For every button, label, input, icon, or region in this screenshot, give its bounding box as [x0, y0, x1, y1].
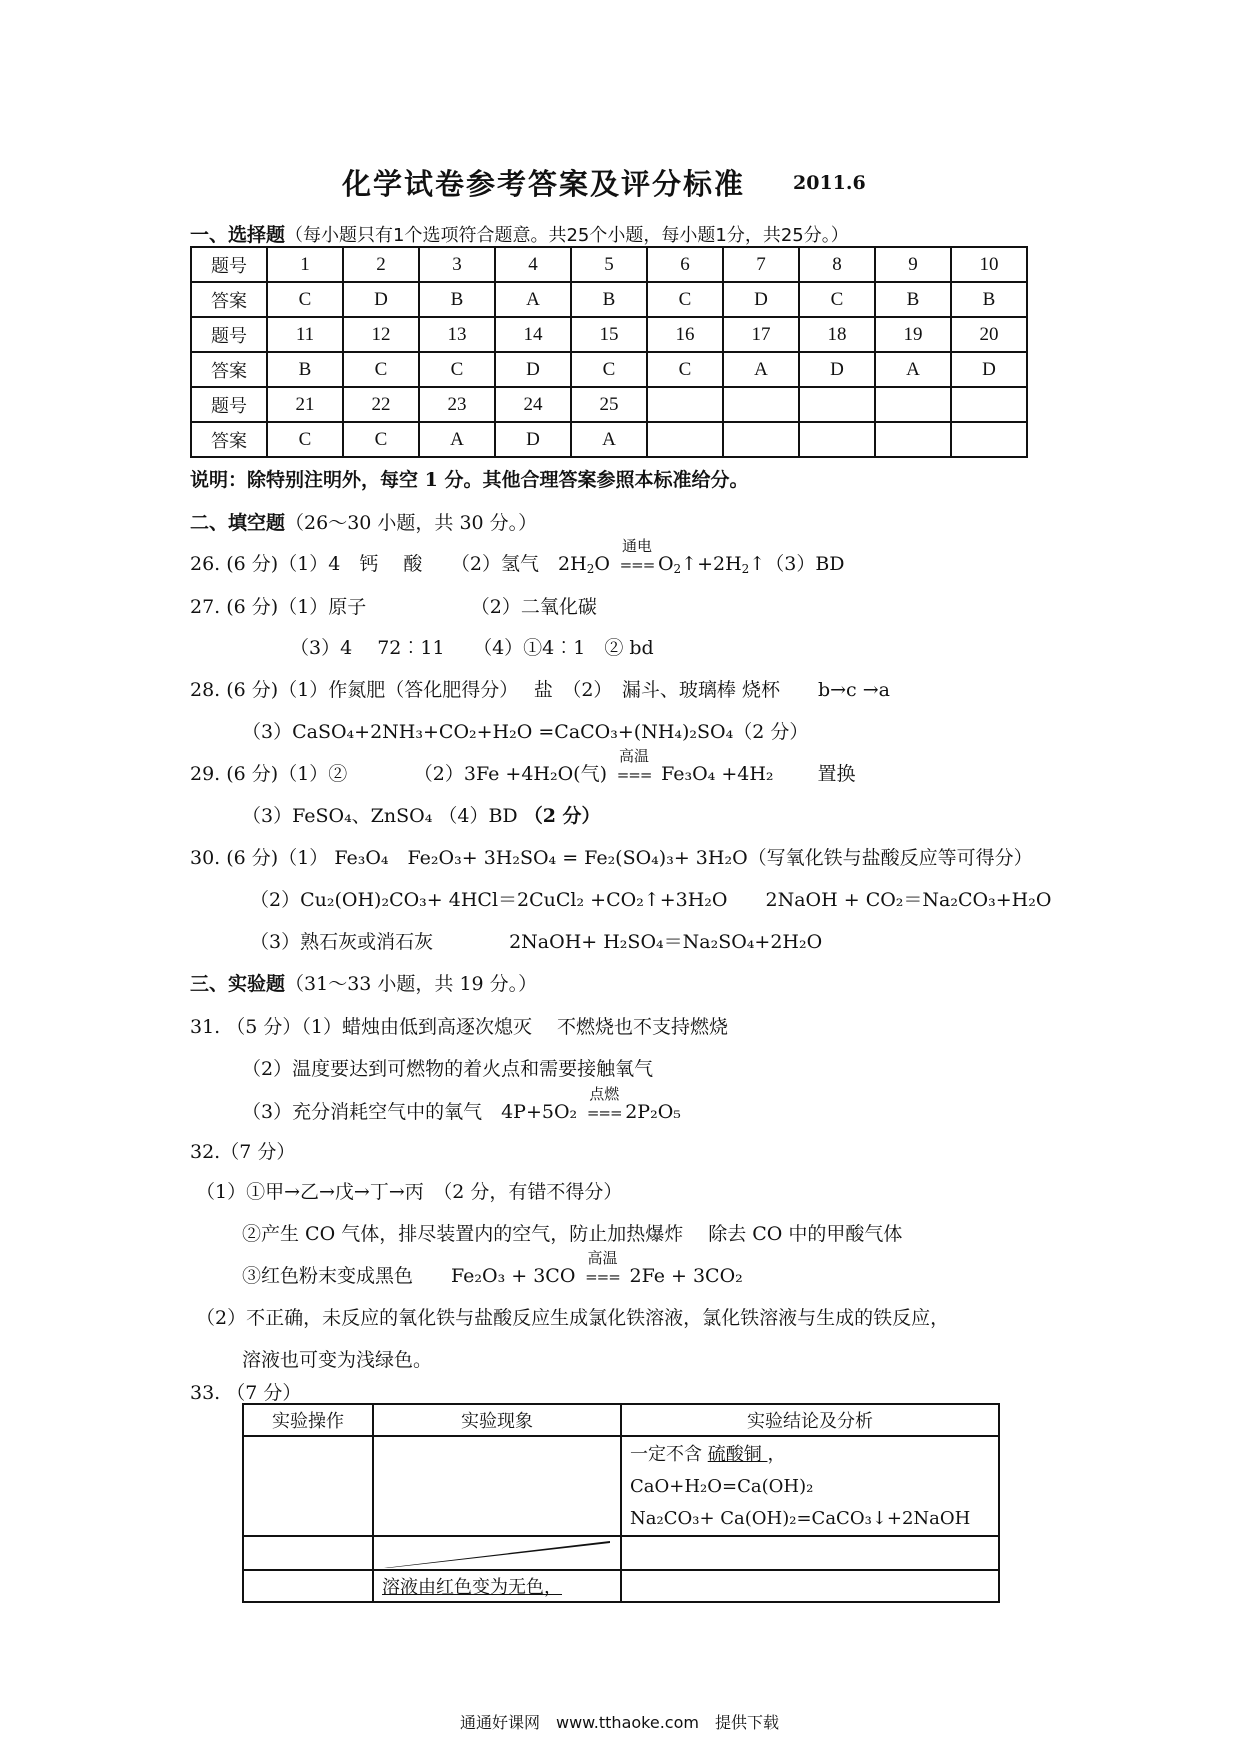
q33-r1-phenomenon: [373, 1436, 621, 1536]
q29-line-2: [242, 801, 601, 828]
footer: 通通好课网 www.tthaoke.com 提供下载: [460, 1713, 779, 1732]
choice-table-cell: 24: [495, 387, 571, 422]
choice-answer-table: [190, 246, 1028, 458]
choice-table-cell: [875, 387, 951, 422]
date: 2011.6: [793, 172, 866, 194]
section-3-heading: 三、实验题: [190, 973, 286, 995]
choice-table-cell: D: [723, 282, 799, 317]
choice-table-row-label: 答案: [191, 422, 267, 457]
q26-text-b: O: [594, 553, 610, 575]
choice-table-row-label: 题号: [191, 317, 267, 352]
q32-equal-sign: ===: [585, 1268, 620, 1286]
choice-table-cell: 6: [647, 247, 723, 282]
choice-table-cell: 4: [495, 247, 571, 282]
choice-table-cell: A: [495, 282, 571, 317]
q29-text-a: 29. (6 分)（1）② （2）3Fe +4H₂O(气): [190, 763, 607, 785]
choice-table-cell: C: [647, 352, 723, 387]
q26-text-c: O: [657, 553, 674, 575]
choice-table-cell: D: [495, 422, 571, 457]
q33-r3-conclusion: [621, 1570, 999, 1602]
q26-text-a: 26. (6 分)（1）4 钙 酸 （2）氢气 2H: [190, 553, 587, 575]
choice-table-cell: 18: [799, 317, 875, 352]
q33-r3-text: 溶液由红色变为无色，: [382, 1577, 562, 1598]
section-1-heading: 一、选择题: [190, 224, 286, 246]
choice-table-cell: C: [267, 282, 343, 317]
q29-text-b: Fe₃O₄ +4H₂ 置换: [655, 763, 856, 785]
choice-table-row-label: 答案: [191, 282, 267, 317]
q26-text-d: ↑+2H: [681, 553, 742, 575]
choice-table-cell: B: [875, 282, 951, 317]
choice-table-cell: C: [647, 282, 723, 317]
choice-table-cell: A: [723, 352, 799, 387]
q31-condition: [583, 1085, 625, 1123]
section-2-heading: 二、填空题: [190, 512, 286, 534]
choice-table-row: [191, 247, 1027, 282]
choice-table-cell: 13: [419, 317, 495, 352]
q26-sub-3: 2: [741, 562, 750, 576]
q32-text-b: 2Fe + 3CO₂: [623, 1265, 743, 1287]
choice-table-cell: C: [343, 422, 419, 457]
choice-table-cell: D: [495, 352, 571, 387]
q32-condition: [581, 1249, 623, 1287]
choice-table-cell: 22: [343, 387, 419, 422]
choice-table-cell: C: [267, 422, 343, 457]
choice-table-cell: 15: [571, 317, 647, 352]
choice-table-cell: [799, 387, 875, 422]
q26-text-e: ↑（3）BD: [749, 553, 845, 575]
choice-table-cell: B: [267, 352, 343, 387]
choice-table-row: [191, 422, 1027, 457]
q30-line-3: （3）熟石灰或消石灰 2NaOH+ H₂SO₄＝Na₂SO₄+2H₂O: [250, 931, 823, 953]
q29-equal-sign: ===: [616, 766, 652, 784]
q33-header-conclusion: 实验结论及分析: [621, 1404, 999, 1436]
q29-bold-score: （2 分）: [523, 805, 601, 827]
q26-sub-2: 2: [673, 562, 682, 576]
q32-line-2: ②产生 CO 气体，排尽装置内的空气，防止加热爆炸 除去 CO 中的甲酸气体: [242, 1223, 903, 1245]
choice-table-cell: [799, 422, 875, 457]
choice-table-row-label: 题号: [191, 247, 267, 282]
q26-condition-label: 通电: [621, 537, 652, 555]
q33-r1-text-b: ，: [767, 1444, 786, 1465]
choice-table-cell: C: [343, 352, 419, 387]
choice-table-cell: A: [571, 422, 647, 457]
q33-header-phenomenon: 实验现象: [373, 1404, 621, 1436]
choice-table-cell: 1: [267, 247, 343, 282]
q32-line-5: 溶液也可变为浅绿色。: [242, 1349, 433, 1371]
q31-line-1: 31. （5 分）（1）蜡烛由低到高逐次熄灭 不燃烧也不支持燃烧: [190, 1016, 729, 1038]
q28-line-1: 28. (6 分)（1）作氮肥（答化肥得分） 盐 （2） 漏斗、玻璃棒 烧杯 b→c →a: [190, 679, 890, 701]
choice-table-cell: 8: [799, 247, 875, 282]
choice-table-cell: 11: [267, 317, 343, 352]
q33-r1-underlined: 硫酸铜: [707, 1444, 768, 1465]
q28-line-2: （3）CaSO₄+2NH₃+CO₂+H₂O =CaCO₃+(NH₄)₂SO₄（2 分）: [242, 721, 809, 743]
q33-r1-line-3: Na₂CO₃+ Ca(OH)₂=CaCO₃↓+2NaOH: [630, 1508, 971, 1529]
choice-table-cell: 17: [723, 317, 799, 352]
q32-line-3: [242, 1249, 743, 1288]
choice-table-cell: A: [875, 352, 951, 387]
q26-answer: [190, 537, 845, 576]
q32-condition-label: 高温: [587, 1249, 618, 1267]
q33-line-0: 33. （7 分）: [190, 1382, 302, 1404]
q31-line-3: [242, 1085, 681, 1124]
choice-table-cell: 16: [647, 317, 723, 352]
q32-line-0: 32.（7 分）: [190, 1141, 296, 1163]
choice-table-cell: B: [571, 282, 647, 317]
choice-table-cell: 14: [495, 317, 571, 352]
q33-r1-conclusion: [621, 1436, 999, 1536]
section-2-heading-line: [190, 508, 537, 535]
choice-table-cell: 12: [343, 317, 419, 352]
choice-table-cell: [723, 422, 799, 457]
choice-table-cell: 10: [951, 247, 1027, 282]
q33-r3-operation: [243, 1570, 373, 1602]
q30-line-1: 30. (6 分)（1） Fe₃O₄ Fe₂O₃+ 3H₂SO₄ = Fe₂(SO₄)₃+ 3H₂O（写氧化铁与盐酸反应等可得分）: [190, 847, 1033, 869]
choice-table-cell: 3: [419, 247, 495, 282]
choice-table-cell: [647, 387, 723, 422]
q33-r1-text-a: 一定不含: [630, 1444, 708, 1465]
section-3-note: （31～33 小题，共 19 分。）: [285, 973, 538, 995]
q26-equal-sign: ===: [619, 556, 655, 574]
choice-table-cell: D: [799, 352, 875, 387]
q33-header-operation: 实验操作: [243, 1404, 373, 1436]
q31-text-a: （3）充分消耗空气中的氧气 4P+5O₂: [242, 1101, 578, 1123]
q29-line-1: [190, 747, 856, 786]
q29-text-c: （3）FeSO₄、ZnSO₄ （4）BD: [242, 805, 524, 827]
choice-table-cell: A: [419, 422, 495, 457]
q33-experiment-table: [242, 1403, 1000, 1603]
choice-table-cell: 25: [571, 387, 647, 422]
q33-r2-conclusion: [621, 1536, 999, 1570]
choice-table-row: [191, 317, 1027, 352]
choice-table-cell: B: [419, 282, 495, 317]
choice-table-cell: 19: [875, 317, 951, 352]
choice-table-cell: [875, 422, 951, 457]
choice-table-cell: [647, 422, 723, 457]
q29-condition-label: 高温: [619, 747, 650, 765]
choice-table-cell: C: [419, 352, 495, 387]
choice-table-row: [191, 282, 1027, 317]
choice-table-cell: 23: [419, 387, 495, 422]
choice-table-row: [191, 352, 1027, 387]
q26-condition: [616, 537, 658, 575]
q32-text-a: ③红色粉末变成黑色 Fe₂O₃ + 3CO: [242, 1265, 576, 1287]
choice-table-cell: [951, 387, 1027, 422]
choice-table-cell: B: [951, 282, 1027, 317]
choice-table-cell: 21: [267, 387, 343, 422]
choice-table-cell: 5: [571, 247, 647, 282]
q31-condition-label: 点燃: [589, 1085, 620, 1103]
choice-table-cell: C: [799, 282, 875, 317]
q33-r2-operation: [243, 1536, 373, 1570]
q33-r1-line-1: [630, 1439, 990, 1471]
q33-r3-phenomenon: [373, 1570, 621, 1602]
diagonal-line-mark: [374, 1537, 620, 1569]
section-1-heading-line: [190, 220, 849, 247]
q33-r1-operation: [243, 1436, 373, 1536]
section-1-note: （每小题只有1个选项符合题意。共25个小题，每小题1分，共25分。）: [285, 225, 849, 246]
choice-table-cell: D: [343, 282, 419, 317]
section-2-note: （26～30 小题，共 30 分。）: [285, 512, 538, 534]
choice-table-cell: 7: [723, 247, 799, 282]
q32-line-1: （1）①甲→乙→戊→丁→丙 （2 分，有错不得分）: [196, 1181, 623, 1203]
q32-line-4: （2）不正确，未反应的氧化铁与盐酸反应生成氯化铁溶液，氯化铁溶液与生成的铁反应，: [196, 1307, 950, 1329]
section-3-heading-line: [190, 969, 537, 996]
q31-text-b: 2P₂O₅: [625, 1101, 681, 1123]
choice-table-row-label: 答案: [191, 352, 267, 387]
q30-line-2: （2）Cu₂(OH)₂CO₃+ 4HCl＝2CuCl₂ +CO₂↑+3H₂O 2NaOH + CO₂＝Na₂CO₃+H₂O: [250, 889, 1052, 911]
choice-table-cell: D: [951, 352, 1027, 387]
choice-table-cell: 2: [343, 247, 419, 282]
scoring-note: 说明：除特别注明外，每空 1 分。其他合理答案参照本标准给分。: [190, 469, 749, 491]
choice-table-cell: [951, 422, 1027, 457]
choice-table-cell: 9: [875, 247, 951, 282]
choice-table-cell: C: [571, 352, 647, 387]
q31-line-2: （2）温度要达到可燃物的着火点和需要接触氧气: [242, 1058, 654, 1080]
choice-table-row-label: 题号: [191, 387, 267, 422]
choice-table-cell: [723, 387, 799, 422]
q27-line-1: 27. (6 分)（1）原子 （2）二氧化碳: [190, 596, 597, 618]
q31-equal-sign: ===: [586, 1104, 622, 1122]
page-title: 化学试卷参考答案及评分标准: [342, 167, 746, 201]
q26-sub-1: 2: [586, 562, 595, 576]
q29-condition: [613, 747, 655, 785]
choice-table-row: [191, 387, 1027, 422]
q33-r2-phenomenon: [373, 1536, 621, 1570]
q33-r1-line-2: CaO+H₂O=Ca(OH)₂: [630, 1476, 814, 1497]
choice-table-cell: 20: [951, 317, 1027, 352]
q27-line-2: （3）4 72︰11 （4）①4︰1 ② bd: [290, 637, 654, 659]
